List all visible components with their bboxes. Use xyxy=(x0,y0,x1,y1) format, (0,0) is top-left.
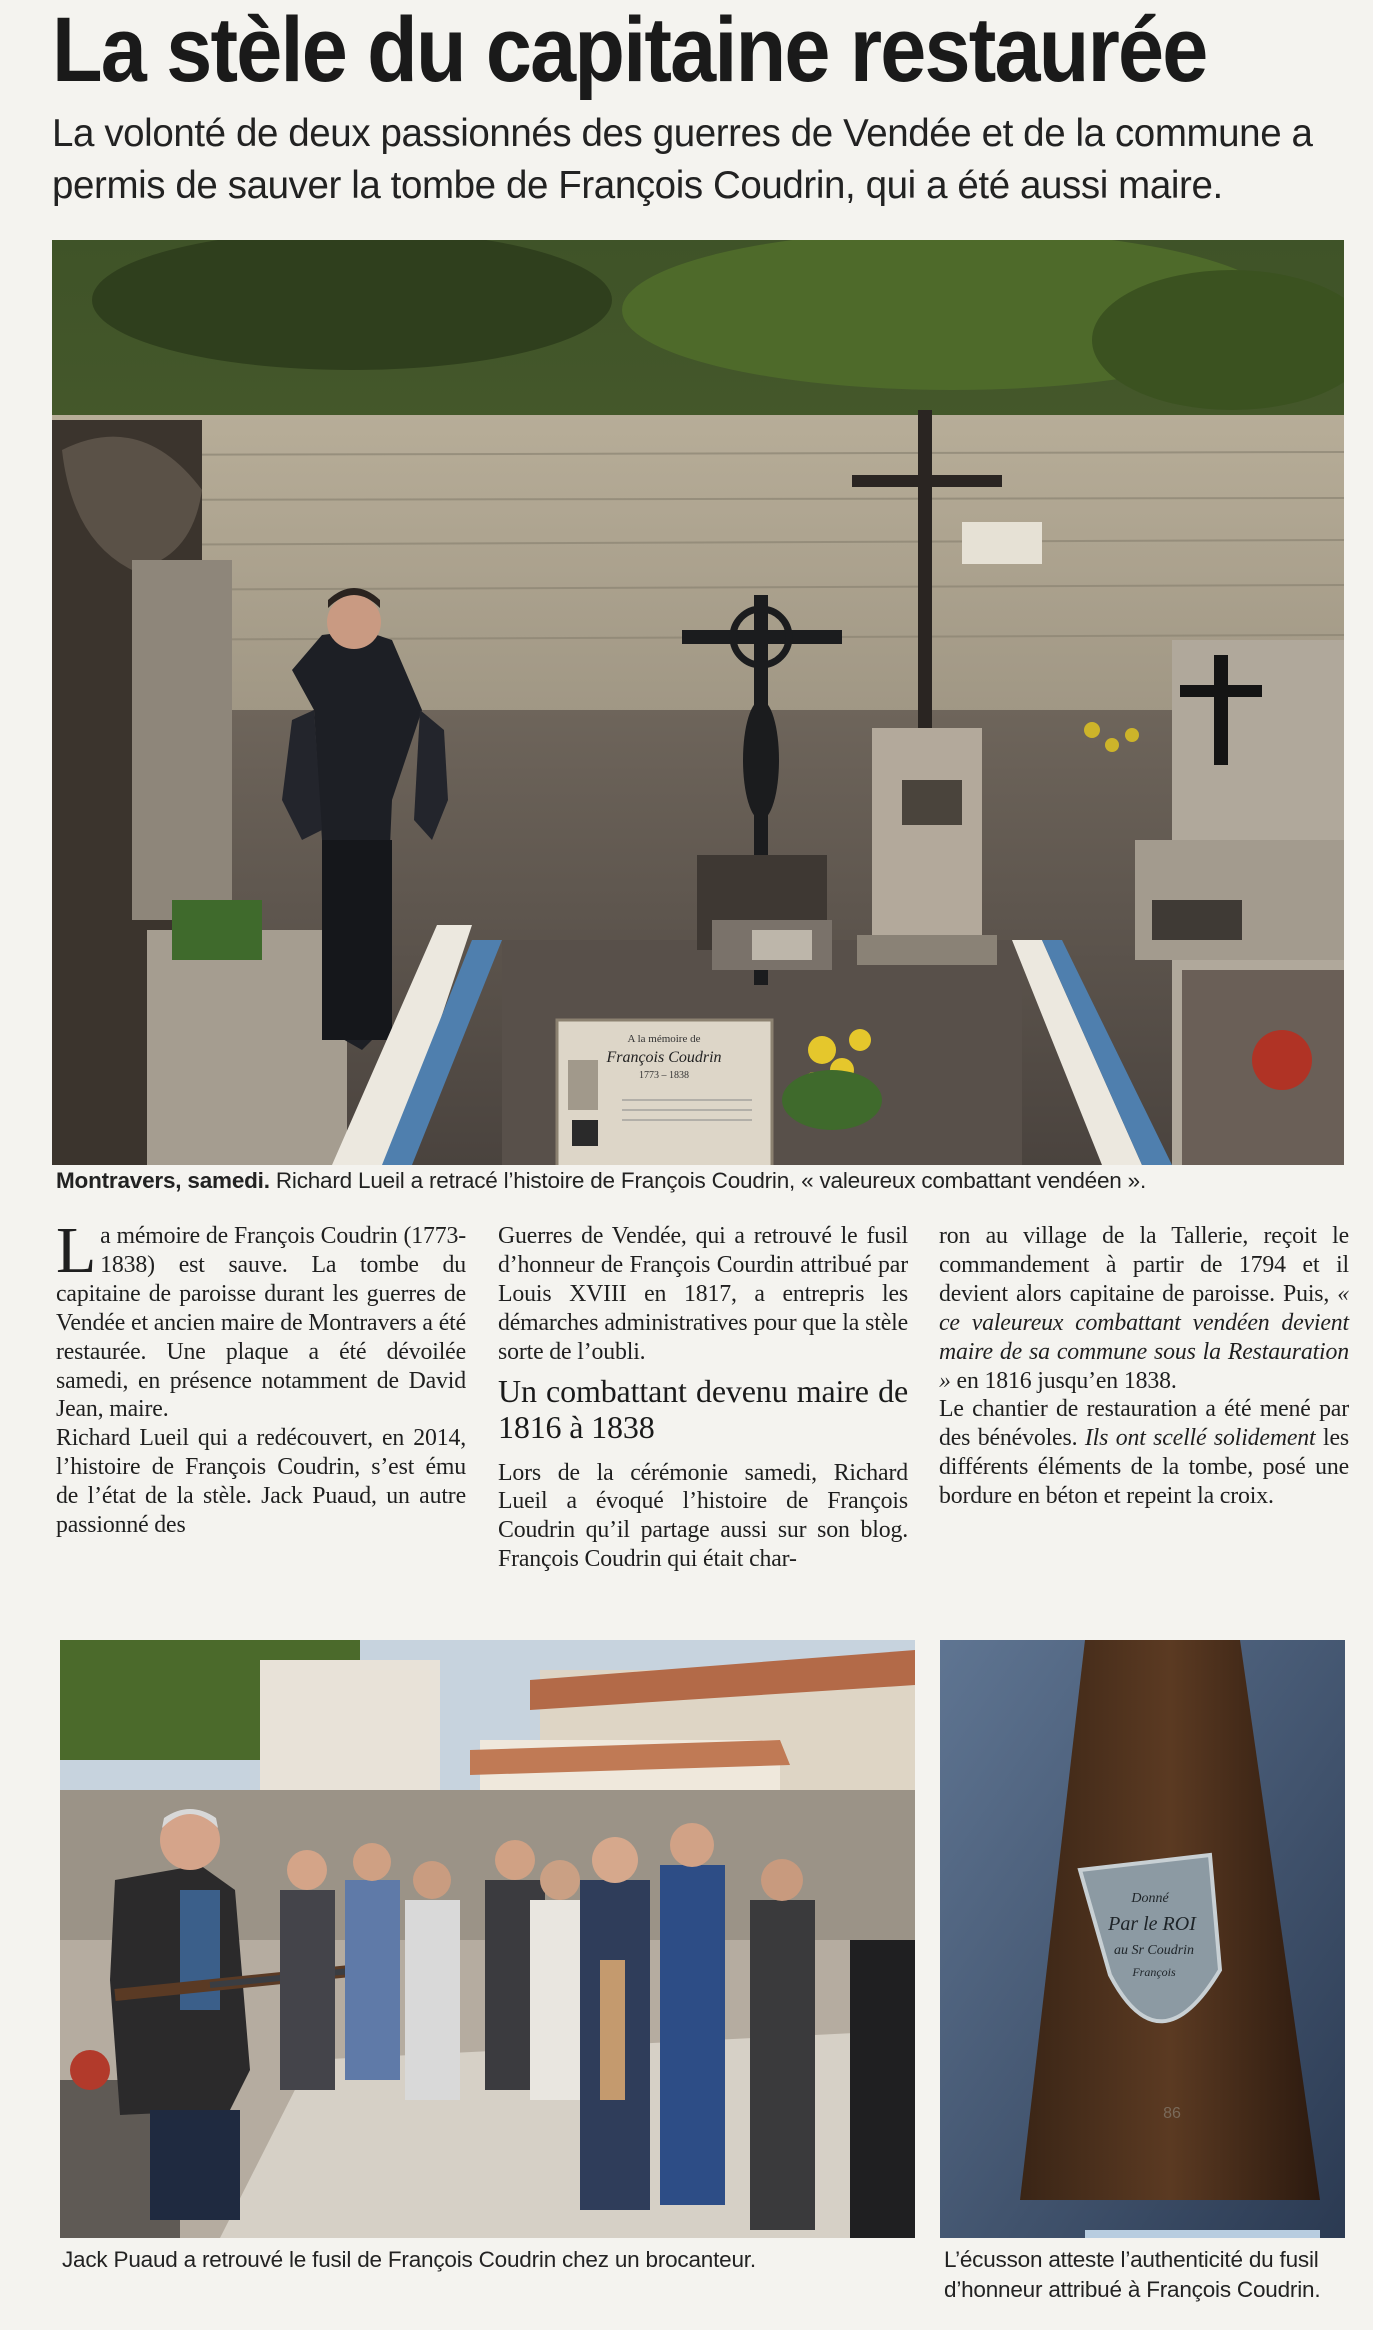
column-2 xyxy=(498,1222,908,1574)
paragraph-5-text-a: ron au village de la Tallerie, reçoit le commandement à partir de 1794 et il devient alors capitaine de paroisse. Puis, xyxy=(939,1223,1349,1307)
main-photo-caption xyxy=(56,1166,1346,1196)
column-1 xyxy=(56,1214,466,1540)
plaque-title: A la mémoire de xyxy=(627,1033,701,1045)
drop-cap: L xyxy=(56,1214,97,1287)
paragraph-5 xyxy=(939,1222,1349,1395)
main-photo-caption-text: Richard Lueil a retracé l’histoire de François Coudrin, « valeureux combattant vendéen ». xyxy=(269,1168,1147,1193)
main-photo-caption-lead: Montravers, samedi. xyxy=(56,1168,270,1193)
paragraph-4: Lors de la cérémonie samedi, Richard Lueil a évoqué l’histoire de François Coudrin qu’il partage aussi sur son blog. François Coudrin qui était char- xyxy=(498,1459,908,1573)
standfirst: La volonté de deux passionnés des guerres de Vendée et de la commune a permis de sauver la tombe de François Coudrin, qui a été aussi maire. xyxy=(52,112,1313,207)
paragraph-6-italic: Ils ont scellé solidement xyxy=(1084,1425,1316,1452)
headline: La stèle du capitaine restaurée xyxy=(52,0,1207,101)
paragraph-5-quote: « ce valeureux combattant vendéen devient maire de sa commune sous la Restauration » xyxy=(939,1280,1349,1394)
svg-text:Par le ROI: Par le ROI xyxy=(1108,1913,1196,1935)
ceremony-photo xyxy=(60,1640,915,2238)
paragraph-3: Guerres de Vendée, qui a retrouvé le fusil d’honneur de François Courdin attribué par Louis XVIII en 1817, a entrepris les démarches administratives pour que la stèle sorte de l’oubli. xyxy=(498,1223,908,1365)
paragraph-6 xyxy=(939,1395,1349,1511)
paragraph-6-text-a: Le chantier de restauration a été mené par des bénévoles. xyxy=(939,1396,1349,1452)
paragraph-5-text-b: en 1816 jusqu’en 1838. xyxy=(950,1367,1177,1394)
svg-text:86: 86 xyxy=(1163,2105,1181,2122)
column-3 xyxy=(939,1222,1349,1511)
paragraph-2: Richard Lueil qui a redécouvert, en 2014, l’histoire de François Coudrin, s’est ému de l’état de la stèle. Jack Puaud, un autre passionné des xyxy=(56,1425,466,1539)
subheading: Un combattant devenu maire de 1816 à 1838 xyxy=(498,1372,908,1445)
main-photo xyxy=(52,240,1344,1165)
svg-text:Donné: Donné xyxy=(1131,1891,1169,1906)
paragraph-1-text: a mémoire de François Coudrin (1773-1838) est sauve. La tombe du capitaine de paroisse durant les guerres de Vendée et ancien maire de Montravers a été restaurée. Une plaque a été dévoilée samedi, en présence notamment de David Jean, maire. xyxy=(56,1223,466,1423)
plaque-dates: 1773 – 1838 xyxy=(639,1070,689,1081)
ceremony-photo-caption: Jack Puaud a retrouvé le fusil de François Coudrin chez un brocanteur. xyxy=(62,2247,756,2272)
escutcheon-photo xyxy=(940,1640,1345,2238)
plaque-name: François Coudrin xyxy=(606,1049,722,1066)
paragraph-intro xyxy=(56,1214,466,1424)
paragraph-6-text-b: les différents éléments de la tombe, posé une bordure en béton et repeint la croix. xyxy=(939,1425,1349,1510)
svg-text:au Sr Coudrin: au Sr Coudrin xyxy=(1113,1943,1195,1958)
svg-text:François: François xyxy=(1132,1965,1176,1979)
escutcheon-photo-caption: L’écusson atteste l’authenticité du fusil d’honneur attribué à François Coudrin. xyxy=(944,2247,1321,2302)
